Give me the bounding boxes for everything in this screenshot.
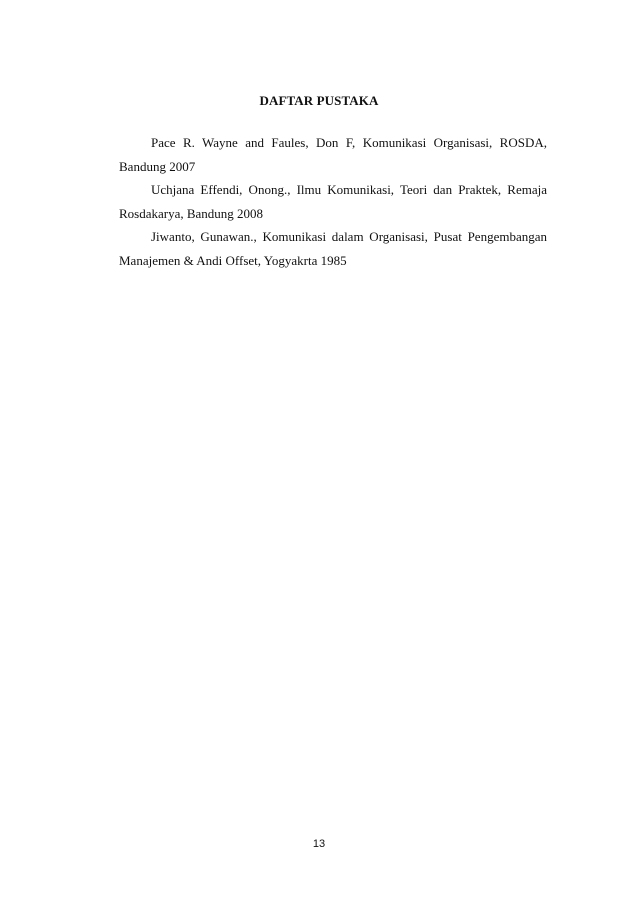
reference-list — [119, 131, 547, 272]
reference-entry-1: Pace R. Wayne and Faules, Don F, Komunikasi Organisasi, ROSDA, Bandung 2007 — [119, 135, 547, 174]
page-title: DAFTAR PUSTAKA — [259, 93, 379, 108]
reference-entry-3: Jiwanto, Gunawan., Komunikasi dalam Organisasi, Pusat Pengembangan Manajemen & Andi Offset, Yogyakrta 1985 — [119, 229, 547, 268]
reference-entry-2: Uchjana Effendi, Onong., Ilmu Komunikasi, Teori dan Praktek, Remaja Rosdakarya, Bandung 2008 — [119, 182, 547, 221]
page-number: 13 — [312, 838, 326, 850]
